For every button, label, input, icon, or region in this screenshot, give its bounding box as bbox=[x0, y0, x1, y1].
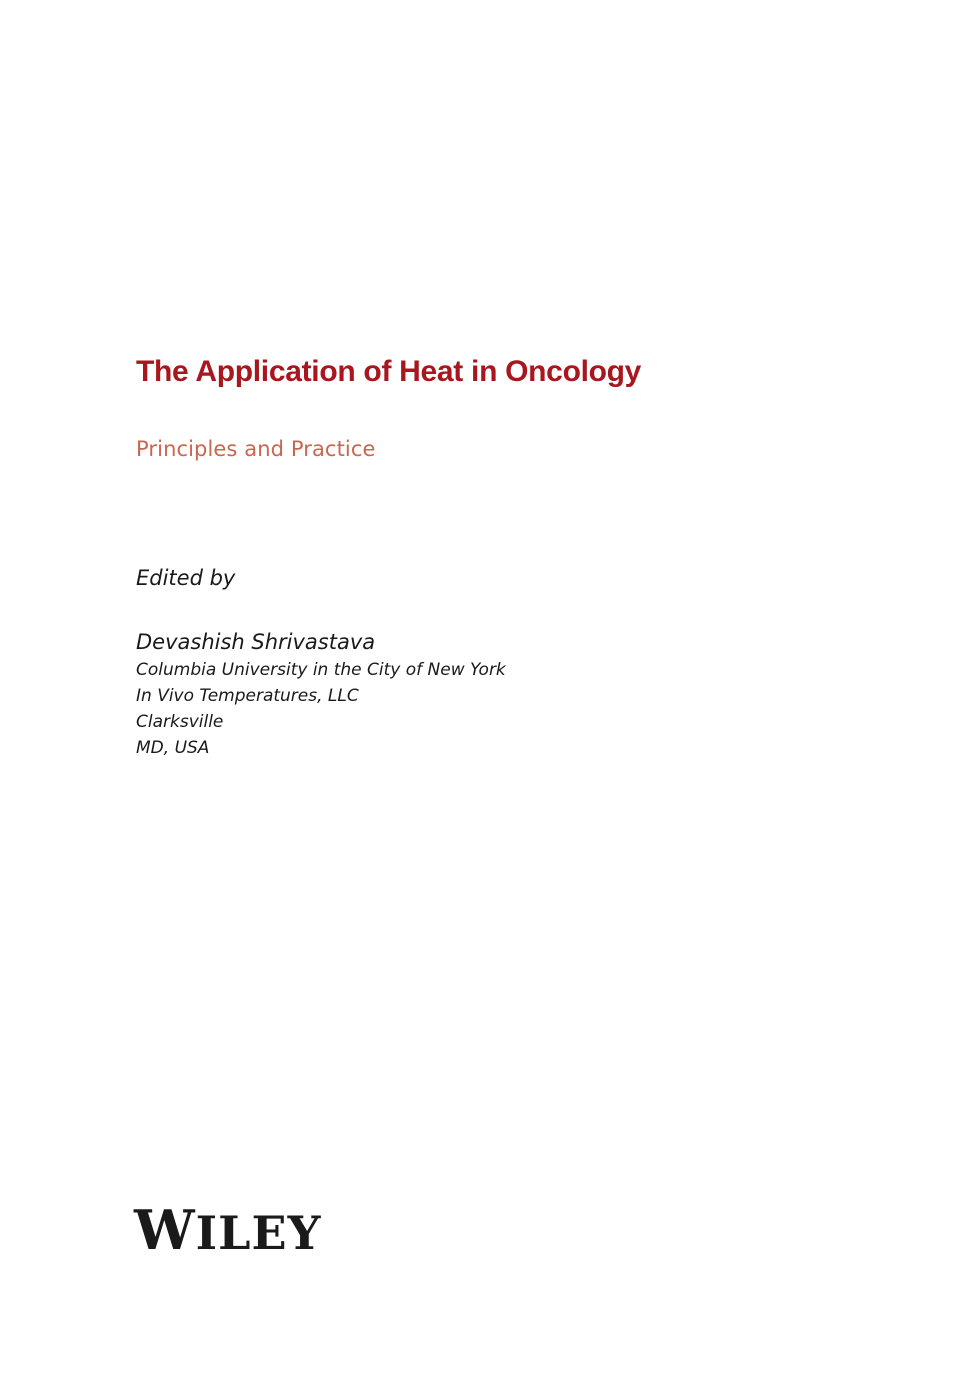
editor-affiliation-region: MD, USA bbox=[136, 738, 210, 758]
wiley-logo-rest: ILEY bbox=[195, 1206, 322, 1260]
book-title: The Application of Heat in Oncology bbox=[136, 355, 642, 388]
wiley-logo bbox=[134, 1200, 321, 1263]
wiley-logo-initial: W bbox=[134, 1198, 196, 1262]
editor-block bbox=[136, 627, 506, 761]
editor-affiliation-university: Columbia University in the City of New York bbox=[136, 660, 506, 680]
edited-by-label: Edited by bbox=[136, 566, 236, 590]
book-subtitle: Principles and Practice bbox=[136, 437, 376, 461]
editor-affiliation-company: In Vivo Temperatures, LLC bbox=[136, 686, 359, 706]
editor-name: Devashish Shrivastava bbox=[136, 630, 376, 654]
editor-affiliation-city: Clarksville bbox=[136, 712, 224, 732]
